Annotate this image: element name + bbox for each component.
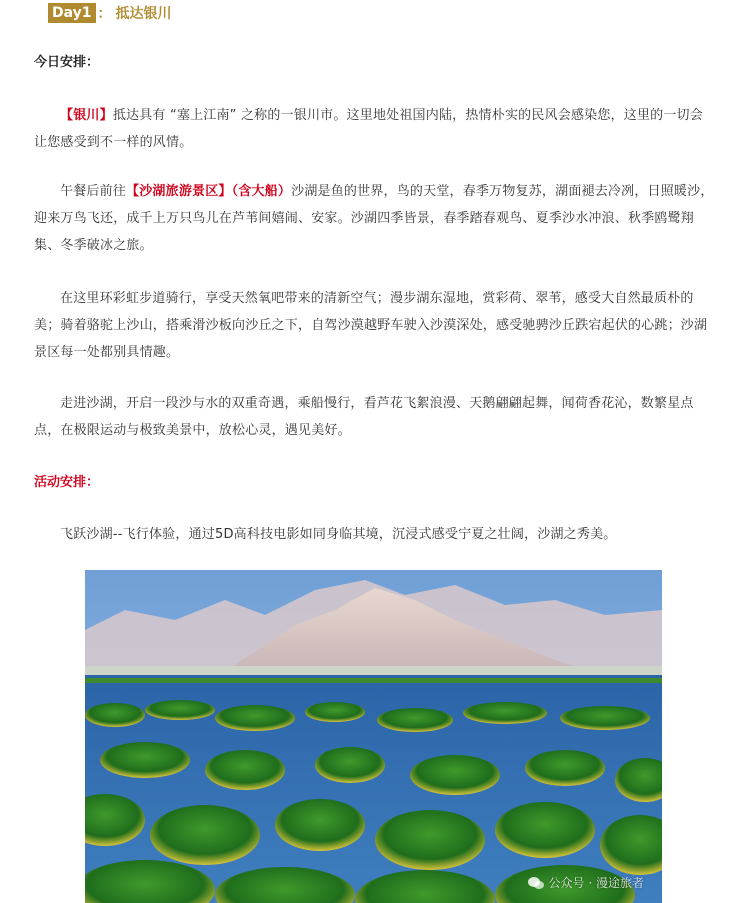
day-title: 抵达银川 [115,6,172,22]
activity-heading: 活动安排： [34,475,100,490]
sand-lake-photo [85,570,662,903]
paragraph-yinchuan [34,102,714,156]
paragraph-activities: 在这里环彩虹步道骑行，享受天然氧吧带来的清新空气；漫步湖东湿地，赏彩荷、翠苇，感受大自然最质朴的美；骑着骆驼上沙山，搭乘滑沙板向沙丘之下，自驾沙漠越野车驶入沙漠深处，感受驰骋沙丘跌宕起伏的心跳；沙湖景区每一处都别具情趣。 [34,291,708,360]
activity-text: 飞跃沙湖--飞行体验，通过5D高科技电影如同身临其境，沉浸式感受宁夏之壮阔，沙湖之秀美。 [60,527,617,542]
watermark [528,874,644,891]
wechat-icon [528,876,544,890]
day-badge: Day1 [48,3,96,23]
paragraph-text: 沙湖是鱼的世界，鸟的天堂，春季万物复苏，湖面褪去冷冽，日照暖沙，迎来万鸟飞还，成千上万只鸟儿在芦苇间嬉闹、安家。沙湖四季皆景，春季踏春观鸟、夏季沙水冲浪、秋季鸥鹭翔集、冬季破冰之旅。 [34,184,714,253]
paragraph-journey: 走进沙湖，开启一段沙与水的双重奇遇，乘船慢行，看芦花飞絮浪漫、天鹅翩翩起舞，闻荷香花沁，数繁星点点，在极限运动与极致美景中，放松心灵，遇见美好。 [34,396,694,438]
landscape-image [85,570,662,903]
paragraph-shahu [34,178,714,259]
day-colon: ： [97,6,112,22]
highlight-yinchuan: 【银川】 [60,108,113,123]
paragraph-prefix: 午餐后前往 [60,184,127,199]
today-heading: 今日安排： [34,55,100,70]
paragraph-text: 抵达具有 “塞上江南” 之称的一银川市。这里地处祖国内陆，热情朴实的民风会感染您，这里的一切会让您感受到不一样的风情。 [34,108,703,150]
day-header [48,2,172,24]
watermark-text: 公众号 · 漫途旅者 [548,876,644,890]
highlight-shahu: 【沙湖旅游景区】（含大船） [126,184,292,199]
